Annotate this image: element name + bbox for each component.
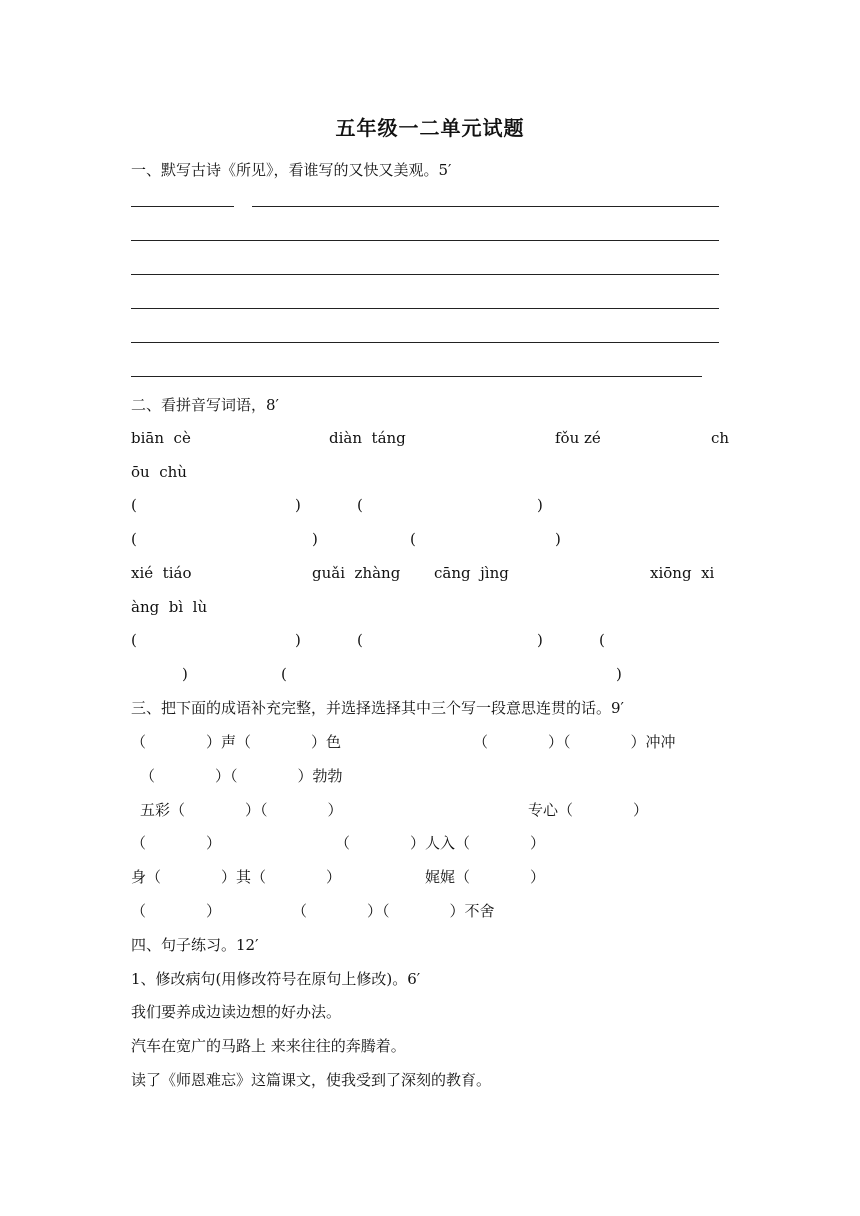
idiom-sheng-se: （ ）声（ ）色 (131, 733, 342, 751)
answer-paren-open: ( (357, 631, 363, 649)
answer-paren-open: ( (410, 530, 416, 548)
pinyin-xiong-xiang-wrap: àng bì lù (131, 598, 208, 616)
pinyin-chou-chu-wrap: ōu chù (131, 463, 187, 481)
answer-line[interactable] (131, 240, 719, 241)
answer-paren-open: ( (281, 665, 287, 683)
answer-line[interactable] (131, 274, 719, 275)
pinyin-xie-tiao: xié tiáo (131, 564, 192, 582)
idiom-ren-ru: （ ）人入（ ） (335, 834, 546, 852)
answer-paren-open: ( (599, 631, 605, 649)
answer-paren-close: ) (555, 530, 561, 548)
section3-heading: 三、把下面的成语补充完整，并选择选择其中三个写一段意思连贯的话。9′ (131, 699, 624, 717)
idiom-bo-bo: （ ）（ ）勃勃 (140, 767, 343, 785)
answer-line[interactable] (131, 206, 234, 207)
pinyin-fou-ze: fǒu zé (555, 429, 601, 447)
pinyin-bian-ce: biān cè (131, 429, 191, 447)
idiom-blank: （ ） (131, 834, 222, 852)
section2-heading: 二、看拼音写词语，8′ (131, 396, 279, 414)
answer-paren-open: ( (131, 631, 137, 649)
exam-title: 五年级一二单元试题 (335, 116, 525, 140)
faulty-sentence-1: 我们要养成边读边想的好办法。 (131, 1003, 342, 1021)
answer-line[interactable] (131, 376, 702, 377)
answer-paren-close: ) (295, 496, 301, 514)
pinyin-dian-tang: diàn táng (329, 429, 406, 447)
answer-paren-close: ) (616, 665, 622, 683)
idiom-chong-chong: （ ）（ ）冲冲 (473, 733, 676, 751)
faulty-sentence-2: 汽车在宽广的马路上 来来往往的奔腾着。 (131, 1037, 406, 1055)
answer-line[interactable] (131, 342, 719, 343)
answer-paren-close: ) (182, 665, 188, 683)
idiom-wei-wei: 娓娓（ ） (425, 868, 546, 886)
answer-paren-close: ) (312, 530, 318, 548)
pinyin-xiong-xiang-start: xiōng xi (650, 564, 715, 582)
answer-paren-open: ( (131, 530, 137, 548)
section4-sub1: 1、修改病句(用修改符号在原句上修改)。6′ (131, 970, 421, 988)
idiom-wu-cai: 五彩（ ）（ ） (140, 801, 343, 819)
idiom-zhuan-xin: 专心（ ） (528, 801, 649, 819)
answer-line[interactable] (252, 206, 719, 207)
idiom-bu-she: （ ）（ ）不舍 (292, 902, 495, 920)
answer-paren-close: ) (537, 496, 543, 514)
section4-heading: 四、句子练习。12′ (131, 936, 259, 954)
answer-line[interactable] (131, 308, 719, 309)
answer-paren-close: ) (537, 631, 543, 649)
idiom-shen-qi: 身（ ）其（ ） (131, 868, 342, 886)
pinyin-guai-zhang: guǎi zhàng (312, 564, 401, 582)
pinyin-chou-chu-start: ch (711, 429, 730, 447)
pinyin-cang-jing: cāng jìng (434, 564, 509, 582)
answer-paren-open: ( (131, 496, 137, 514)
answer-paren-close: ) (295, 631, 301, 649)
section1-heading: 一、默写古诗《所见》，看谁写的又快又美观。5′ (131, 161, 452, 179)
answer-paren-open: ( (357, 496, 363, 514)
faulty-sentence-3: 读了《师恩难忘》这篇课文，使我受到了深刻的教育。 (131, 1071, 492, 1089)
idiom-blank: （ ） (131, 902, 222, 920)
